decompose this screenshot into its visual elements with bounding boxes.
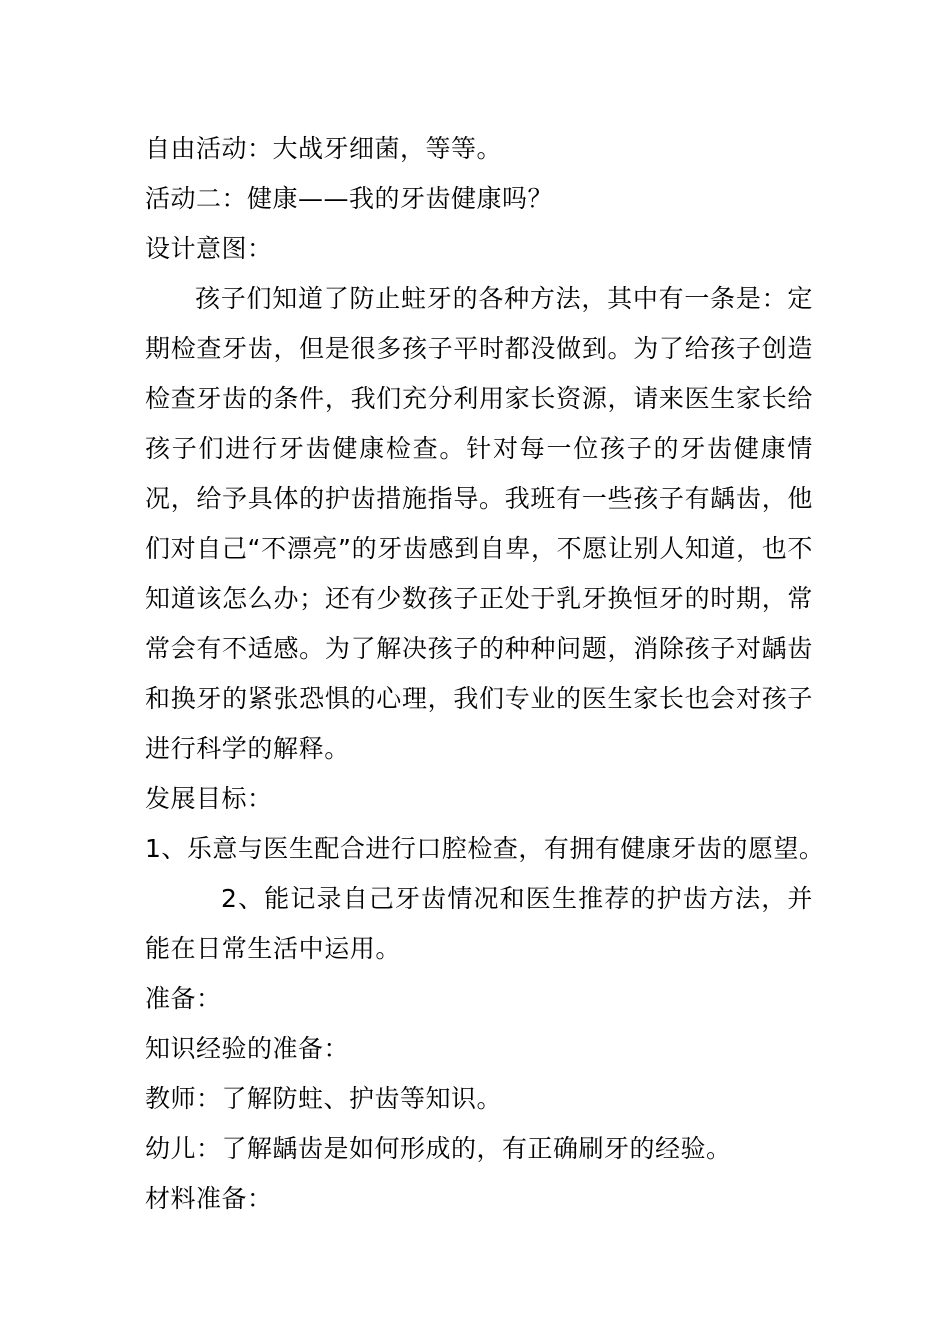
- text-line-goal-one: 1、乐意与医生配合进行口腔检查，有拥有健康牙齿的愿望。: [145, 834, 825, 863]
- text-line-teacher: 教师：了解防蛀、护齿等知识。: [145, 1084, 503, 1113]
- text-line-free-activity: 自由活动：大战牙细菌，等等。: [145, 134, 503, 163]
- text-line-preparation: 准备：: [145, 984, 222, 1013]
- text-line-goals: 发展目标：: [145, 784, 273, 813]
- text-line-activity-two: 活动二：健康——我的牙齿健康吗？: [145, 184, 554, 213]
- paragraph-goal-two: 2、能记录自己牙齿情况和医生推荐的护齿方法，并能在日常生活中运用。: [145, 884, 813, 963]
- text-line-design-intent: 设计意图：: [145, 234, 273, 263]
- paragraph-design-intent: 孩子们知道了防止蛀牙的各种方法，其中有一条是：定期检查牙齿，但是很多孩子平时都没做到。为了给孩子创造检查牙齿的条件，我们充分利用家长资源，请来医生家长给孩子们进行牙齿健康检查。针对每一位孩子的牙齿健康情况，给予具体的护齿措施指导。我班有一些孩子有龋齿，他们对自己“不漂亮”的牙齿感到自卑，不愿让别人知道，也不知道该怎么办；还有少数孩子正处于乳牙换恒牙的时期，常常会有不适感。为了解决孩子的种种问题，消除孩子对龋齿和换牙的紧张恐惧的心理，我们专业的医生家长也会对孩子进行科学的解释。: [145, 284, 813, 763]
- text-line-knowledge-prep: 知识经验的准备：: [145, 1034, 350, 1063]
- text-line-child: 幼儿：了解龋齿是如何形成的，有正确刷牙的经验。: [145, 1134, 732, 1163]
- text-line-material-prep: 材料准备：: [145, 1184, 273, 1213]
